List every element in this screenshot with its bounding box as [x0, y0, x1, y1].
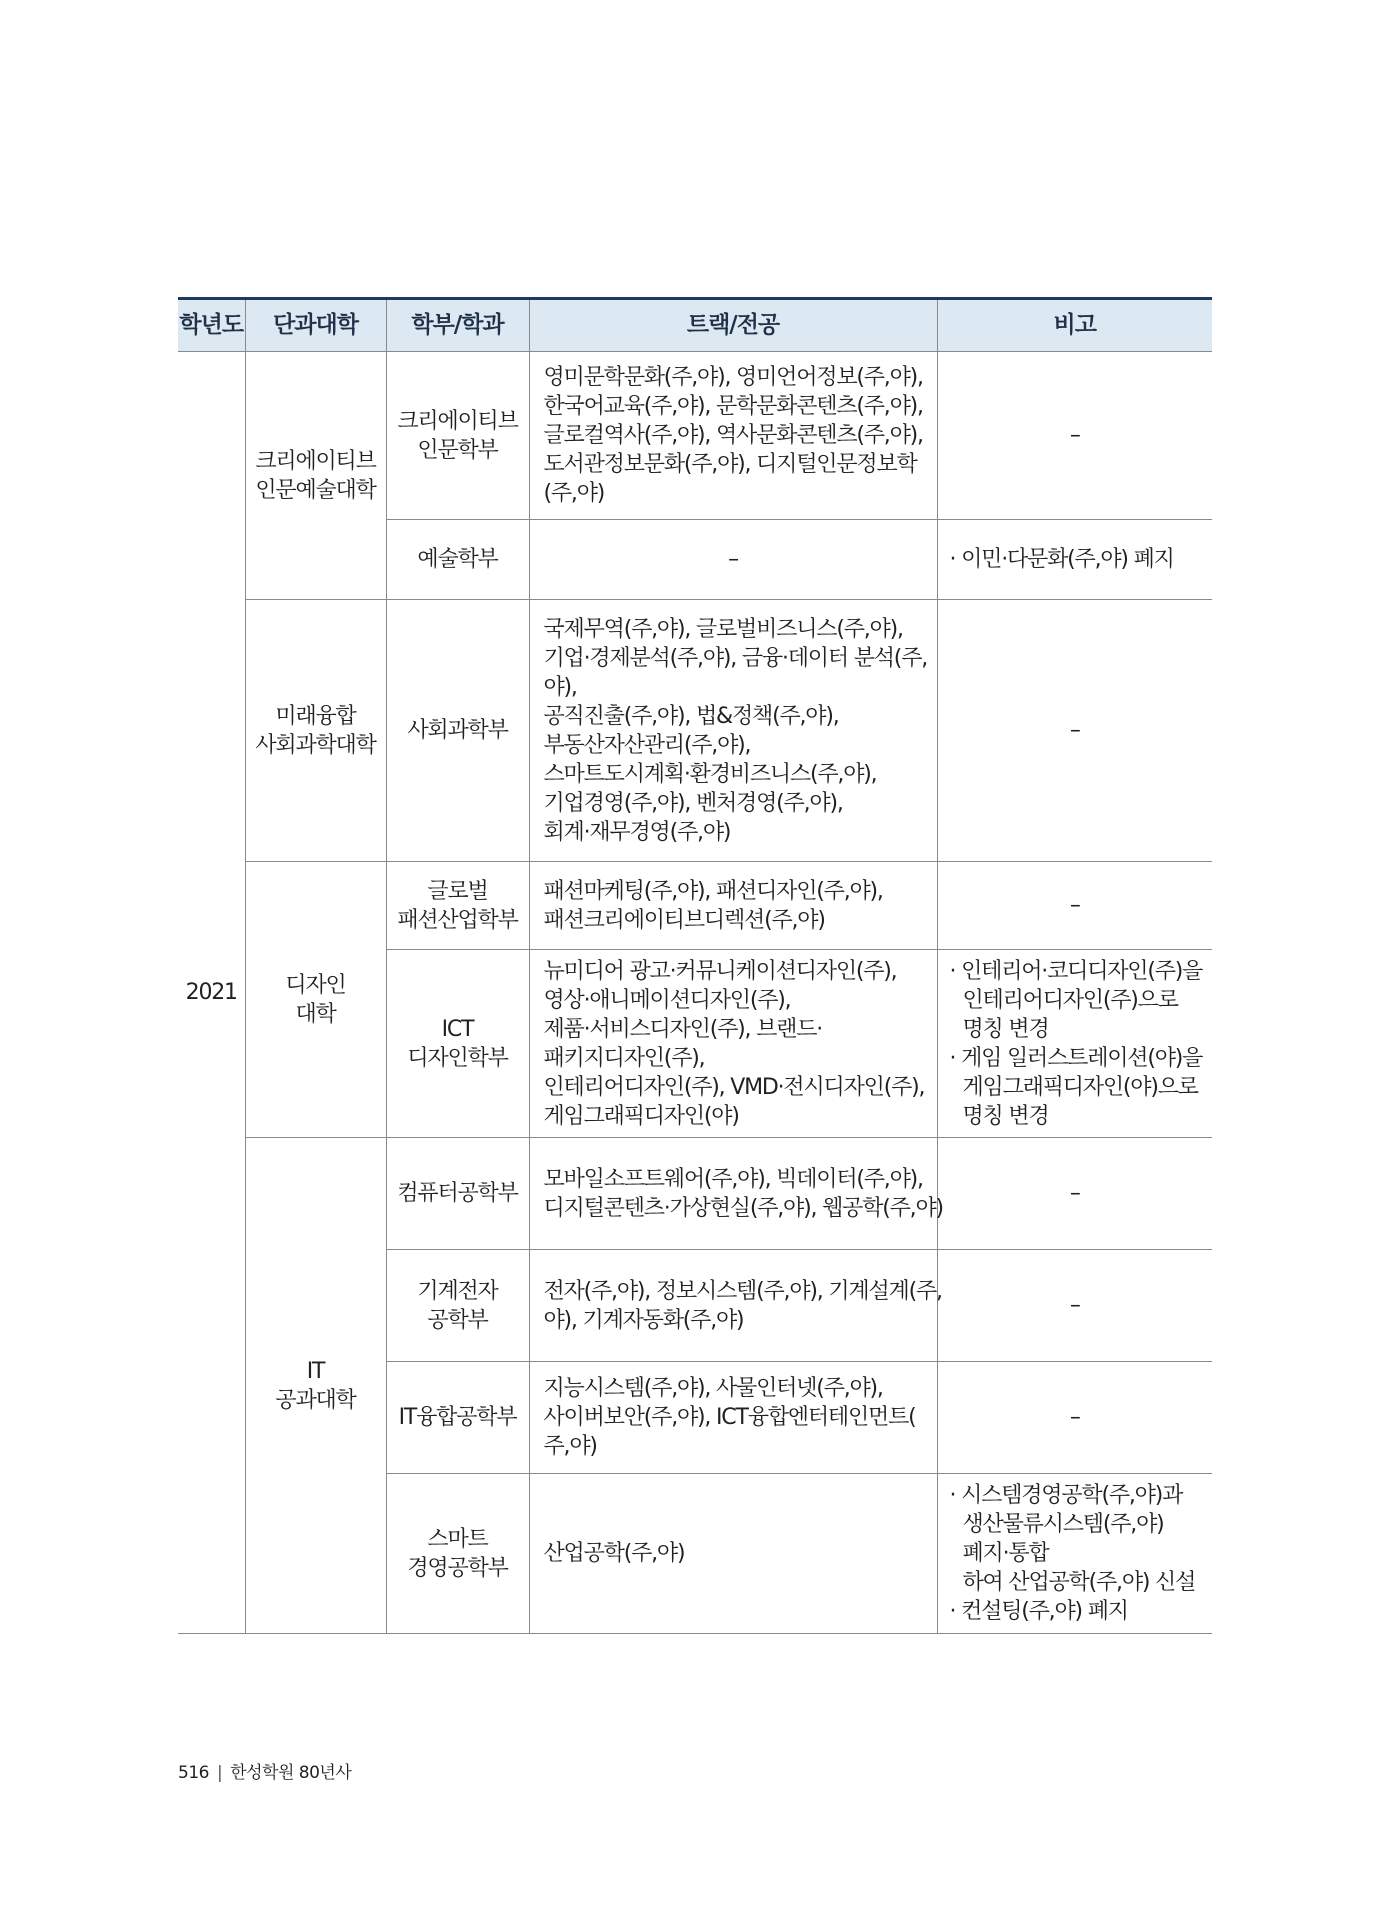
department-name-line: 스마트: [427, 1526, 488, 1552]
note-cell: [937, 1474, 1212, 1634]
note-cell: [937, 1138, 1212, 1250]
college-name-line: 크리에이티브: [255, 448, 376, 474]
department-name-line: IT융합공학부: [398, 1405, 517, 1430]
college-cell: [245, 862, 386, 1138]
track-line: 디지털콘텐츠·가상현실(주,야), 웹공학(주,야): [543, 1195, 943, 1221]
department-name-line: 패션산업학부: [397, 907, 518, 933]
note-line: –: [1069, 1293, 1080, 1318]
department-cell: [386, 950, 529, 1138]
department-name-line: 사회과학부: [407, 718, 508, 743]
college-name-line: 사회과학대학: [255, 732, 376, 758]
college-name-line: 공과대학: [275, 1387, 356, 1413]
track-cell: [529, 352, 937, 520]
department-name-line: 컴퓨터공학부: [397, 1181, 518, 1206]
note-cell: [937, 520, 1212, 600]
track-line: 회계·재무경영(주,야): [543, 819, 731, 845]
department-name-line: 공학부: [427, 1307, 488, 1333]
note-line: –: [1069, 718, 1080, 743]
note-line: 생산물류시스템(주,야): [962, 1512, 1164, 1537]
note-cell: [937, 600, 1212, 862]
note-cell: [937, 1362, 1212, 1474]
track-cell: [529, 600, 937, 862]
track-line: 제품·서비스디자인(주), 브랜드·: [543, 1016, 823, 1042]
table-row: [178, 352, 1212, 520]
book-title: 한성학원 80년사: [230, 1763, 352, 1783]
college-name-line: 디자인: [285, 972, 346, 998]
track-line: 한국어교육(주,야), 문학문화콘텐츠(주,야),: [543, 394, 923, 419]
department-cell: [386, 600, 529, 862]
department-name-line: 예술학부: [417, 547, 498, 572]
note-cell: [937, 950, 1212, 1138]
track-line: 스마트도시계획·환경비즈니스(주,야),: [543, 761, 877, 787]
footer-separator: |: [216, 1763, 223, 1783]
track-cell: [529, 950, 937, 1138]
department-name-line: ICT: [441, 1016, 474, 1042]
note-line: –: [1069, 1181, 1080, 1206]
college-name-line: IT: [306, 1358, 325, 1384]
track-line: 산업공학(주,야): [543, 1541, 685, 1566]
track-line: 게임그래픽디자인(야): [543, 1103, 739, 1129]
track-line: 전자(주,야), 정보시스템(주,야), 기계설계(주,: [543, 1278, 942, 1304]
note-line: –: [1069, 893, 1080, 918]
track-line: (주,야): [543, 481, 605, 506]
track-cell: [529, 1362, 937, 1474]
note-cell: [937, 862, 1212, 950]
track-line: 공직진출(주,야), 법&정책(주,야),: [543, 703, 839, 729]
department-cell: [386, 862, 529, 950]
header-note: 비고: [937, 299, 1212, 352]
department-name-line: 크리에이티브: [397, 408, 518, 434]
track-cell: [529, 520, 937, 600]
track-line: 모바일소프트웨어(주,야), 빅데이터(주,야),: [543, 1166, 923, 1192]
curriculum-table: [178, 297, 1212, 1634]
note-line: –: [1069, 1405, 1080, 1430]
track-line: 야),: [543, 674, 577, 700]
track-line: 글로컬역사(주,야), 역사문화콘텐츠(주,야),: [543, 423, 923, 448]
department-cell: [386, 520, 529, 600]
track-cell: [529, 1138, 943, 1250]
track-line: 인테리어디자인(주), VMD·전시디자인(주),: [543, 1074, 925, 1100]
track-cell: [529, 1474, 937, 1634]
table-row: [178, 862, 1212, 950]
note-line: 하여 산업공학(주,야) 신설: [962, 1570, 1196, 1595]
header-department: 학부/학과: [386, 299, 529, 352]
department-cell: [386, 1138, 529, 1250]
track-cell: [529, 862, 937, 950]
department-name-line: 인문학부: [417, 437, 498, 463]
page-number: 516: [178, 1763, 209, 1783]
header-track: 트랙/전공: [529, 299, 937, 352]
track-line: 패션마케팅(주,야), 패션디자인(주,야),: [543, 878, 883, 904]
note-line: –: [1069, 423, 1080, 448]
track-line: 사이버보안(주,야), ICT융합엔터테인먼트(: [543, 1405, 916, 1430]
page-footer: [178, 1758, 351, 1783]
track-cell: [529, 1250, 942, 1362]
note-line: 명칭 변경: [962, 1016, 1049, 1042]
track-line: 영상·애니메이션디자인(주),: [543, 987, 791, 1013]
note-line: · 게임 일러스트레이션(야)을: [949, 1045, 1203, 1071]
note-cell: [937, 352, 1212, 520]
note-line: 폐지·통합: [962, 1541, 1049, 1566]
note-line: · 시스템경영공학(주,야)과: [949, 1483, 1183, 1508]
table-row: [178, 600, 1212, 862]
department-cell: [386, 352, 529, 520]
track-line: 지능시스템(주,야), 사물인터넷(주,야),: [543, 1376, 883, 1401]
note-line: · 이민·다문화(주,야) 폐지: [949, 547, 1174, 572]
department-cell: [386, 1474, 529, 1634]
department-cell: [386, 1362, 529, 1474]
note-line: · 인테리어·코디디자인(주)을: [949, 958, 1203, 984]
department-name-line: 디자인학부: [407, 1045, 508, 1071]
track-line: 영미문학문화(주,야), 영미언어정보(주,야),: [543, 365, 923, 390]
college-name-line: 대학: [295, 1001, 336, 1027]
track-line: 주,야): [543, 1434, 597, 1459]
table-header-row: [178, 299, 1212, 352]
college-name-line: 인문예술대학: [255, 477, 376, 503]
track-line: 야), 기계자동화(주,야): [543, 1307, 744, 1333]
track-line: 뉴미디어 광고·커뮤니케이션디자인(주),: [543, 958, 897, 984]
note-line: 명칭 변경: [962, 1103, 1049, 1129]
track-line: –: [728, 547, 738, 572]
note-cell: [937, 1250, 1212, 1362]
header-college: 단과대학: [245, 299, 386, 352]
header-year: 학년도: [178, 299, 245, 352]
department-name-line: 글로벌: [427, 878, 488, 904]
department-name-line: 기계전자: [417, 1278, 498, 1304]
track-line: 국제무역(주,야), 글로벌비즈니스(주,야),: [543, 616, 903, 642]
year-cell: 2021: [178, 352, 245, 1634]
track-line: 기업경영(주,야), 벤처경영(주,야),: [543, 790, 843, 816]
college-cell: [245, 600, 386, 862]
note-line: 인테리어디자인(주)으로: [962, 987, 1178, 1013]
track-line: 도서관정보문화(주,야), 디지털인문정보학: [543, 452, 917, 477]
college-cell: [245, 1138, 386, 1634]
note-line: · 컨설팅(주,야) 폐지: [949, 1599, 1128, 1624]
department-name-line: 경영공학부: [407, 1555, 508, 1581]
track-line: 기업·경제분석(주,야), 금융·데이터 분석(주,: [543, 645, 928, 671]
track-line: 패션크리에이티브디렉션(주,야): [543, 907, 825, 933]
table-row: [178, 1138, 1212, 1250]
college-name-line: 미래융합: [275, 703, 356, 729]
department-cell: [386, 1250, 529, 1362]
track-line: 패키지디자인(주),: [543, 1045, 705, 1071]
college-cell: [245, 352, 386, 600]
note-line: 게임그래픽디자인(야)으로: [962, 1074, 1198, 1100]
track-line: 부동산자산관리(주,야),: [543, 732, 751, 758]
